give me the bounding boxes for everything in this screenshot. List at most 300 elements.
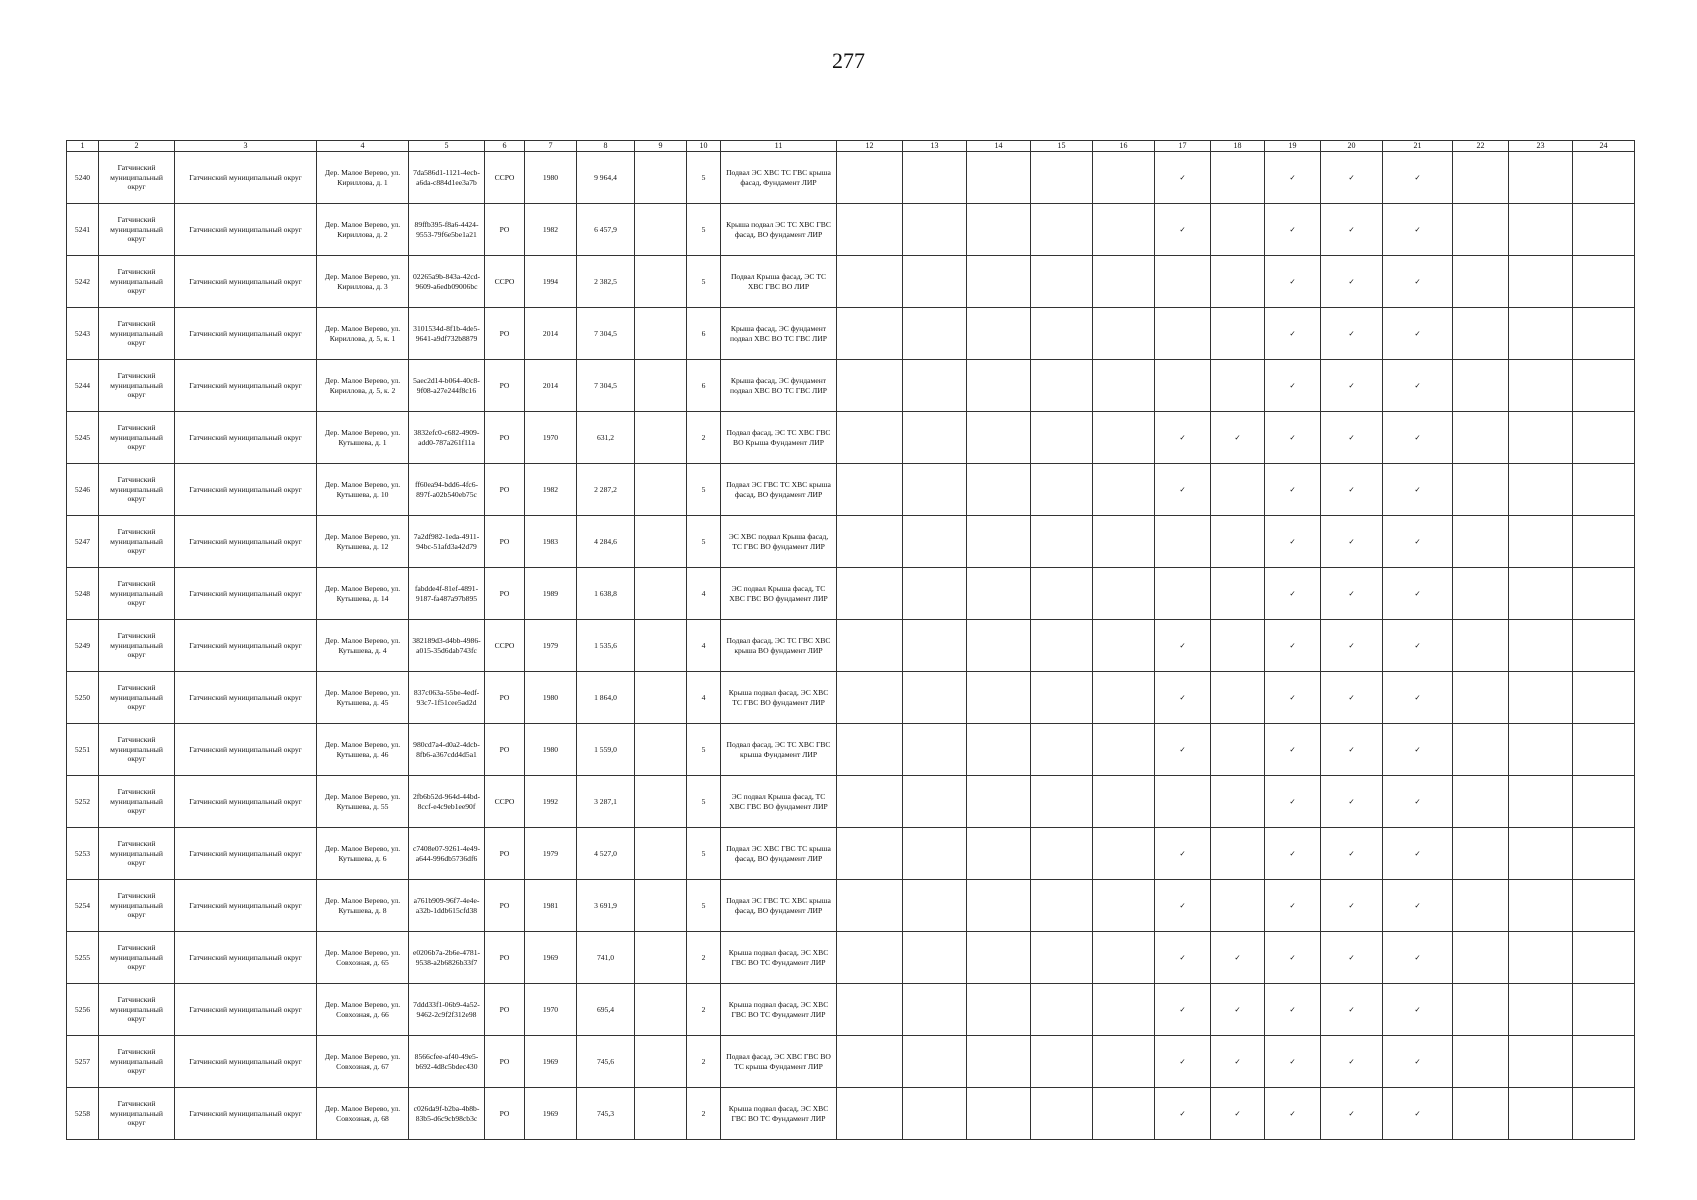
empty-cell-col-14 — [967, 464, 1031, 516]
empty-cell-col-17 — [1155, 360, 1211, 412]
row-number: 5251 — [67, 724, 99, 776]
check-mark-icon: ✓ — [1383, 1036, 1453, 1088]
district-cell: Гатчинский муниципальный округ — [99, 152, 175, 204]
check-mark-icon: ✓ — [1155, 620, 1211, 672]
empty-cell-col-16 — [1093, 984, 1155, 1036]
empty-cell-col-23 — [1509, 204, 1573, 256]
year-cell: 1969 — [525, 932, 577, 984]
check-mark-icon: ✓ — [1383, 256, 1453, 308]
address-cell: Дер. Малое Верево, ул. Кутышева, д. 45 — [317, 672, 409, 724]
check-mark-icon: ✓ — [1321, 464, 1383, 516]
municipality-cell: Гатчинский муниципальный округ — [175, 360, 317, 412]
empty-cell-col-16 — [1093, 256, 1155, 308]
empty-cell-col-24 — [1573, 880, 1635, 932]
row-number: 5248 — [67, 568, 99, 620]
empty-cell-col-22 — [1453, 360, 1509, 412]
works-cell: Крыша фасад, ЭС фундамент подвал ХВС ВО ТС ГВС ЛИР — [721, 308, 837, 360]
empty-cell-col-12 — [837, 256, 903, 308]
empty-cell-col-15 — [1031, 776, 1093, 828]
row-number: 5243 — [67, 308, 99, 360]
table-row — [67, 568, 1635, 620]
check-mark-icon: ✓ — [1155, 152, 1211, 204]
year-cell: 1994 — [525, 256, 577, 308]
area-cell: 2 382,5 — [577, 256, 635, 308]
guid-cell: 7a2df982-1eda-4911-94bc-51afd3a42d79 — [409, 516, 485, 568]
column-header-2: 2 — [99, 141, 175, 152]
column-header-3: 3 — [175, 141, 317, 152]
column-9-cell — [635, 308, 687, 360]
register-table — [66, 140, 1635, 1140]
empty-cell-col-14 — [967, 308, 1031, 360]
address-cell: Дер. Малое Верево, ул. Кириллова, д. 5, к. 1 — [317, 308, 409, 360]
empty-cell-col-12 — [837, 516, 903, 568]
empty-cell-col-14 — [967, 880, 1031, 932]
row-number: 5250 — [67, 672, 99, 724]
guid-cell: fabdde4f-81ef-4891-9187-fa487a97b895 — [409, 568, 485, 620]
table-row — [67, 308, 1635, 360]
empty-cell-col-23 — [1509, 776, 1573, 828]
district-cell: Гатчинский муниципальный округ — [99, 204, 175, 256]
check-mark-icon: ✓ — [1321, 568, 1383, 620]
empty-cell-col-14 — [967, 568, 1031, 620]
municipality-cell: Гатчинский муниципальный округ — [175, 776, 317, 828]
check-mark-icon: ✓ — [1155, 464, 1211, 516]
table-row — [67, 724, 1635, 776]
works-cell: Крыша подвал фасад, ЭС ХВС ТС ГВС ВО фундамент ЛИР — [721, 672, 837, 724]
column-header-19: 19 — [1265, 141, 1321, 152]
area-cell: 4 527,0 — [577, 828, 635, 880]
guid-cell: 7ddd33f1-06b9-4a52-9462-2c9f2f312e98 — [409, 984, 485, 1036]
method-cell: РО — [485, 932, 525, 984]
column-10-cell: 4 — [687, 620, 721, 672]
empty-cell-col-24 — [1573, 204, 1635, 256]
year-cell: 1980 — [525, 724, 577, 776]
check-mark-icon: ✓ — [1155, 984, 1211, 1036]
address-cell: Дер. Малое Верево, ул. Кутышева, д. 46 — [317, 724, 409, 776]
address-cell: Дер. Малое Верево, ул. Кириллова, д. 5, к. 2 — [317, 360, 409, 412]
column-10-cell: 5 — [687, 204, 721, 256]
check-mark-icon: ✓ — [1321, 308, 1383, 360]
row-number: 5255 — [67, 932, 99, 984]
empty-cell-col-23 — [1509, 256, 1573, 308]
empty-cell-col-13 — [903, 152, 967, 204]
empty-cell-col-16 — [1093, 828, 1155, 880]
empty-cell-col-18 — [1211, 724, 1265, 776]
address-cell: Дер. Малое Верево, ул. Совхозная, д. 65 — [317, 932, 409, 984]
table-row — [67, 464, 1635, 516]
check-mark-icon: ✓ — [1383, 516, 1453, 568]
empty-cell-col-22 — [1453, 256, 1509, 308]
works-cell: ЭС ХВС подвал Крыша фасад, ТС ГВС ВО фундамент ЛИР — [721, 516, 837, 568]
method-cell: РО — [485, 464, 525, 516]
area-cell: 1 559,0 — [577, 724, 635, 776]
empty-cell-col-12 — [837, 880, 903, 932]
address-cell: Дер. Малое Верево, ул. Совхозная, д. 66 — [317, 984, 409, 1036]
column-header-8: 8 — [577, 141, 635, 152]
empty-cell-col-18 — [1211, 620, 1265, 672]
year-cell: 1981 — [525, 880, 577, 932]
empty-cell-col-23 — [1509, 464, 1573, 516]
check-mark-icon: ✓ — [1321, 828, 1383, 880]
empty-cell-col-12 — [837, 152, 903, 204]
empty-cell-col-22 — [1453, 984, 1509, 1036]
page-number: 277 — [832, 48, 865, 73]
check-mark-icon: ✓ — [1383, 568, 1453, 620]
empty-cell-col-16 — [1093, 152, 1155, 204]
address-cell: Дер. Малое Верево, ул. Совхозная, д. 68 — [317, 1088, 409, 1140]
municipality-cell: Гатчинский муниципальный округ — [175, 568, 317, 620]
column-10-cell: 2 — [687, 984, 721, 1036]
row-number: 5241 — [67, 204, 99, 256]
column-header-4: 4 — [317, 141, 409, 152]
empty-cell-col-13 — [903, 776, 967, 828]
works-cell: Крыша подвал ЭС ТС ХВС ГВС фасад, ВО фундамент ЛИР — [721, 204, 837, 256]
empty-cell-col-18 — [1211, 308, 1265, 360]
empty-cell-col-22 — [1453, 776, 1509, 828]
check-mark-icon: ✓ — [1265, 568, 1321, 620]
empty-cell-col-24 — [1573, 568, 1635, 620]
empty-cell-col-23 — [1509, 516, 1573, 568]
empty-cell-col-22 — [1453, 620, 1509, 672]
table-row — [67, 1036, 1635, 1088]
column-header-10: 10 — [687, 141, 721, 152]
year-cell: 2014 — [525, 308, 577, 360]
empty-cell-col-14 — [967, 672, 1031, 724]
empty-cell-col-15 — [1031, 672, 1093, 724]
column-10-cell: 5 — [687, 880, 721, 932]
check-mark-icon: ✓ — [1383, 152, 1453, 204]
area-cell: 745,6 — [577, 1036, 635, 1088]
column-header-12: 12 — [837, 141, 903, 152]
check-mark-icon: ✓ — [1265, 1036, 1321, 1088]
municipality-cell: Гатчинский муниципальный округ — [175, 308, 317, 360]
empty-cell-col-23 — [1509, 308, 1573, 360]
column-9-cell — [635, 1088, 687, 1140]
column-header-6: 6 — [485, 141, 525, 152]
address-cell: Дер. Малое Верево, ул. Кутышева, д. 10 — [317, 464, 409, 516]
empty-cell-col-15 — [1031, 880, 1093, 932]
check-mark-icon: ✓ — [1265, 1088, 1321, 1140]
address-cell: Дер. Малое Верево, ул. Кутышева, д. 1 — [317, 412, 409, 464]
empty-cell-col-13 — [903, 308, 967, 360]
check-mark-icon: ✓ — [1321, 932, 1383, 984]
empty-cell-col-17 — [1155, 256, 1211, 308]
empty-cell-col-22 — [1453, 204, 1509, 256]
method-cell: РО — [485, 412, 525, 464]
address-cell: Дер. Малое Верево, ул. Кириллова, д. 3 — [317, 256, 409, 308]
guid-cell: 3832efc0-c682-4909-add0-787a261f11a — [409, 412, 485, 464]
column-9-cell — [635, 620, 687, 672]
empty-cell-col-23 — [1509, 360, 1573, 412]
year-cell: 1983 — [525, 516, 577, 568]
works-cell: Подвал ЭС ХВС ГВС ТС крыша фасад, ВО фундамент ЛИР — [721, 828, 837, 880]
guid-cell: 382189d3-d4bb-4986-a015-35d6dab743fc — [409, 620, 485, 672]
column-9-cell — [635, 1036, 687, 1088]
empty-cell-col-12 — [837, 1088, 903, 1140]
empty-cell-col-12 — [837, 464, 903, 516]
empty-cell-col-23 — [1509, 672, 1573, 724]
check-mark-icon: ✓ — [1383, 724, 1453, 776]
column-9-cell — [635, 516, 687, 568]
empty-cell-col-14 — [967, 776, 1031, 828]
check-mark-icon: ✓ — [1265, 672, 1321, 724]
empty-cell-col-23 — [1509, 880, 1573, 932]
works-cell: Подвал Крыша фасад, ЭС ТС ХВС ГВС ВО ЛИР — [721, 256, 837, 308]
empty-cell-col-18 — [1211, 776, 1265, 828]
row-number: 5258 — [67, 1088, 99, 1140]
empty-cell-col-16 — [1093, 620, 1155, 672]
year-cell: 1979 — [525, 828, 577, 880]
empty-cell-col-24 — [1573, 1088, 1635, 1140]
column-9-cell — [635, 828, 687, 880]
column-10-cell: 6 — [687, 360, 721, 412]
check-mark-icon: ✓ — [1265, 932, 1321, 984]
column-9-cell — [635, 776, 687, 828]
row-number: 5246 — [67, 464, 99, 516]
year-cell: 1980 — [525, 672, 577, 724]
empty-cell-col-12 — [837, 204, 903, 256]
municipality-cell: Гатчинский муниципальный округ — [175, 724, 317, 776]
address-cell: Дер. Малое Верево, ул. Совхозная, д. 67 — [317, 1036, 409, 1088]
method-cell: РО — [485, 1036, 525, 1088]
empty-cell-col-12 — [837, 308, 903, 360]
empty-cell-col-24 — [1573, 724, 1635, 776]
empty-cell-col-17 — [1155, 568, 1211, 620]
method-cell: РО — [485, 984, 525, 1036]
guid-cell: a761b909-96f7-4e4e-a32b-1ddb615cfd38 — [409, 880, 485, 932]
year-cell: 1982 — [525, 464, 577, 516]
address-cell: Дер. Малое Верево, ул. Кутышева, д. 55 — [317, 776, 409, 828]
year-cell: 1970 — [525, 412, 577, 464]
check-mark-icon: ✓ — [1321, 152, 1383, 204]
column-header-13: 13 — [903, 141, 967, 152]
empty-cell-col-14 — [967, 516, 1031, 568]
column-header-22: 22 — [1453, 141, 1509, 152]
empty-cell-col-13 — [903, 360, 967, 412]
area-cell: 1 638,8 — [577, 568, 635, 620]
row-number: 5254 — [67, 880, 99, 932]
column-header-11: 11 — [721, 141, 837, 152]
method-cell: РО — [485, 1088, 525, 1140]
empty-cell-col-12 — [837, 776, 903, 828]
column-header-9: 9 — [635, 141, 687, 152]
check-mark-icon: ✓ — [1383, 360, 1453, 412]
row-number: 5240 — [67, 152, 99, 204]
district-cell: Гатчинский муниципальный округ — [99, 516, 175, 568]
column-header-17: 17 — [1155, 141, 1211, 152]
empty-cell-col-13 — [903, 256, 967, 308]
check-mark-icon: ✓ — [1265, 152, 1321, 204]
empty-cell-col-16 — [1093, 412, 1155, 464]
column-header-24: 24 — [1573, 141, 1635, 152]
empty-cell-col-18 — [1211, 152, 1265, 204]
works-cell: ЭС подвал Крыша фасад, ТС ХВС ГВС ВО фундамент ЛИР — [721, 568, 837, 620]
year-cell: 1989 — [525, 568, 577, 620]
address-cell: Дер. Малое Верево, ул. Кутышева, д. 4 — [317, 620, 409, 672]
empty-cell-col-23 — [1509, 568, 1573, 620]
guid-cell: 3101534d-8f1b-4de5-9641-a9df732b8879 — [409, 308, 485, 360]
guid-cell: 5aec2d14-b064-40c8-9f08-a27e244f8c16 — [409, 360, 485, 412]
check-mark-icon: ✓ — [1155, 880, 1211, 932]
empty-cell-col-22 — [1453, 1088, 1509, 1140]
empty-cell-col-24 — [1573, 828, 1635, 880]
district-cell: Гатчинский муниципальный округ — [99, 1036, 175, 1088]
empty-cell-col-14 — [967, 152, 1031, 204]
guid-cell: 8566cfee-af40-49e5-b692-4d8c5bdec430 — [409, 1036, 485, 1088]
check-mark-icon: ✓ — [1211, 932, 1265, 984]
address-cell: Дер. Малое Верево, ул. Кутышева, д. 14 — [317, 568, 409, 620]
empty-cell-col-23 — [1509, 828, 1573, 880]
column-header-16: 16 — [1093, 141, 1155, 152]
empty-cell-col-14 — [967, 1088, 1031, 1140]
empty-cell-col-24 — [1573, 412, 1635, 464]
year-cell: 1970 — [525, 984, 577, 1036]
table-row — [67, 880, 1635, 932]
empty-cell-col-22 — [1453, 516, 1509, 568]
table-row — [67, 412, 1635, 464]
check-mark-icon: ✓ — [1265, 360, 1321, 412]
empty-cell-col-15 — [1031, 1088, 1093, 1140]
empty-cell-col-17 — [1155, 308, 1211, 360]
check-mark-icon: ✓ — [1383, 620, 1453, 672]
empty-cell-col-15 — [1031, 360, 1093, 412]
empty-cell-col-12 — [837, 932, 903, 984]
table-row — [67, 620, 1635, 672]
column-9-cell — [635, 672, 687, 724]
guid-cell: 02265a9b-843a-42cd-9609-a6edb09006bc — [409, 256, 485, 308]
area-cell: 1 864,0 — [577, 672, 635, 724]
address-cell: Дер. Малое Верево, ул. Кутышева, д. 12 — [317, 516, 409, 568]
table-row — [67, 256, 1635, 308]
municipality-cell: Гатчинский муниципальный округ — [175, 1088, 317, 1140]
works-cell: Подвал фасад, ЭС ТС ХВС ГВС крыша Фундамент ЛИР — [721, 724, 837, 776]
empty-cell-col-24 — [1573, 516, 1635, 568]
check-mark-icon: ✓ — [1321, 620, 1383, 672]
area-cell: 695,4 — [577, 984, 635, 1036]
check-mark-icon: ✓ — [1265, 256, 1321, 308]
empty-cell-col-17 — [1155, 776, 1211, 828]
check-mark-icon: ✓ — [1265, 412, 1321, 464]
check-mark-icon: ✓ — [1383, 880, 1453, 932]
method-cell: РО — [485, 880, 525, 932]
district-cell: Гатчинский муниципальный округ — [99, 932, 175, 984]
column-10-cell: 5 — [687, 256, 721, 308]
column-10-cell: 2 — [687, 1088, 721, 1140]
check-mark-icon: ✓ — [1321, 984, 1383, 1036]
district-cell: Гатчинский муниципальный округ — [99, 1088, 175, 1140]
works-cell: Подвал ЭС ГВС ТС ХВС крыша фасад, ВО фундамент ЛИР — [721, 880, 837, 932]
check-mark-icon: ✓ — [1155, 932, 1211, 984]
empty-cell-col-22 — [1453, 464, 1509, 516]
check-mark-icon: ✓ — [1155, 412, 1211, 464]
area-cell: 631,2 — [577, 412, 635, 464]
check-mark-icon: ✓ — [1321, 880, 1383, 932]
empty-cell-col-16 — [1093, 1088, 1155, 1140]
area-cell: 9 964,4 — [577, 152, 635, 204]
empty-cell-col-12 — [837, 1036, 903, 1088]
works-cell: Подвал фасад, ЭС ХВС ГВС ВО ТС крыша Фундамент ЛИР — [721, 1036, 837, 1088]
empty-cell-col-14 — [967, 204, 1031, 256]
empty-cell-col-24 — [1573, 308, 1635, 360]
column-9-cell — [635, 724, 687, 776]
row-number: 5244 — [67, 360, 99, 412]
method-cell: РО — [485, 516, 525, 568]
area-cell: 7 304,5 — [577, 308, 635, 360]
empty-cell-col-18 — [1211, 672, 1265, 724]
empty-cell-col-13 — [903, 932, 967, 984]
table-row — [67, 516, 1635, 568]
empty-cell-col-15 — [1031, 828, 1093, 880]
row-number: 5247 — [67, 516, 99, 568]
municipality-cell: Гатчинский муниципальный округ — [175, 152, 317, 204]
empty-cell-col-18 — [1211, 880, 1265, 932]
municipality-cell: Гатчинский муниципальный округ — [175, 984, 317, 1036]
guid-cell: ff60ea94-bdd6-4fc6-897f-a02b540eb75c — [409, 464, 485, 516]
check-mark-icon: ✓ — [1321, 204, 1383, 256]
works-cell: Крыша подвал фасад, ЭС ХВС ГВС ВО ТС Фундамент ЛИР — [721, 932, 837, 984]
area-cell: 1 535,6 — [577, 620, 635, 672]
empty-cell-col-18 — [1211, 568, 1265, 620]
guid-cell: 980cd7a4-d0a2-4dcb-8fb6-a367cdd4d5a1 — [409, 724, 485, 776]
empty-cell-col-15 — [1031, 932, 1093, 984]
check-mark-icon: ✓ — [1155, 1036, 1211, 1088]
check-mark-icon: ✓ — [1383, 984, 1453, 1036]
empty-cell-col-23 — [1509, 620, 1573, 672]
empty-cell-col-13 — [903, 828, 967, 880]
empty-cell-col-13 — [903, 724, 967, 776]
area-cell: 7 304,5 — [577, 360, 635, 412]
empty-cell-col-15 — [1031, 516, 1093, 568]
check-mark-icon: ✓ — [1321, 516, 1383, 568]
check-mark-icon: ✓ — [1211, 1036, 1265, 1088]
guid-cell: 7da586d1-1121-4ecb-a6da-c884d1ee3a7b — [409, 152, 485, 204]
method-cell: СCPO — [485, 152, 525, 204]
district-cell: Гатчинский муниципальный округ — [99, 464, 175, 516]
empty-cell-col-24 — [1573, 256, 1635, 308]
empty-cell-col-13 — [903, 516, 967, 568]
municipality-cell: Гатчинский муниципальный округ — [175, 256, 317, 308]
empty-cell-col-18 — [1211, 464, 1265, 516]
empty-cell-col-16 — [1093, 1036, 1155, 1088]
works-cell: Подвал ЭС ГВС ТС ХВС крыша фасад, ВО фундамент ЛИР — [721, 464, 837, 516]
empty-cell-col-24 — [1573, 464, 1635, 516]
check-mark-icon: ✓ — [1321, 672, 1383, 724]
empty-cell-col-17 — [1155, 516, 1211, 568]
check-mark-icon: ✓ — [1155, 672, 1211, 724]
address-cell: Дер. Малое Верево, ул. Кутышева, д. 6 — [317, 828, 409, 880]
municipality-cell: Гатчинский муниципальный округ — [175, 620, 317, 672]
column-header-7: 7 — [525, 141, 577, 152]
empty-cell-col-13 — [903, 672, 967, 724]
district-cell: Гатчинский муниципальный округ — [99, 776, 175, 828]
area-cell: 2 287,2 — [577, 464, 635, 516]
area-cell: 4 284,6 — [577, 516, 635, 568]
column-10-cell: 2 — [687, 412, 721, 464]
column-10-cell: 2 — [687, 1036, 721, 1088]
empty-cell-col-15 — [1031, 204, 1093, 256]
empty-cell-col-24 — [1573, 984, 1635, 1036]
empty-cell-col-23 — [1509, 932, 1573, 984]
empty-cell-col-15 — [1031, 152, 1093, 204]
column-9-cell — [635, 880, 687, 932]
municipality-cell: Гатчинский муниципальный округ — [175, 828, 317, 880]
empty-cell-col-14 — [967, 256, 1031, 308]
empty-cell-col-22 — [1453, 724, 1509, 776]
empty-cell-col-24 — [1573, 620, 1635, 672]
column-header-5: 5 — [409, 141, 485, 152]
check-mark-icon: ✓ — [1321, 360, 1383, 412]
empty-cell-col-16 — [1093, 672, 1155, 724]
